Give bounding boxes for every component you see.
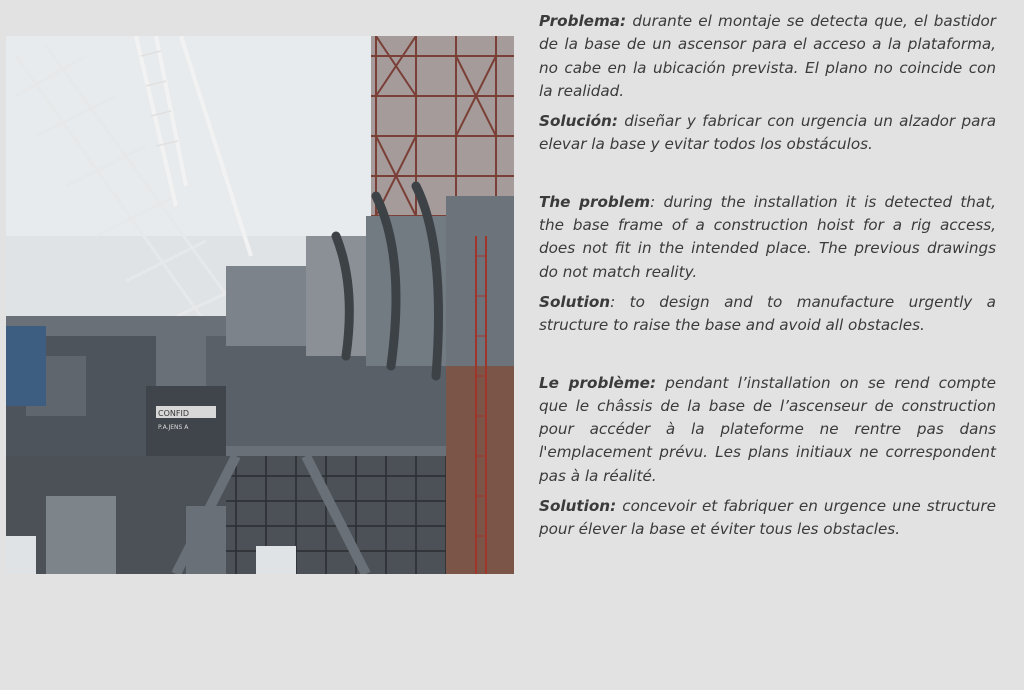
description-text: [539, 10, 996, 542]
spanish-problem: [539, 10, 996, 103]
spanish-problem-text: durante el montaje se detecta que, el bastidor de la base de un ascensor para el acceso a la plataforma, no cabe en la ubicación prevista. El plano no coincide con la realidad.: [539, 12, 996, 100]
spanish-solution: [539, 110, 996, 157]
painted-label-line2: P.A.JENS A: [158, 424, 189, 431]
spanish-solution-label: Solución:: [539, 112, 618, 131]
french-solution-text: concevoir et fabriquer en urgence une structure pour élever la base et éviter tous les obstacles.: [539, 497, 996, 539]
spanish-problem-label: Problema:: [539, 12, 627, 30]
french-solution-label: Solution:: [539, 497, 617, 516]
english-solution: [539, 291, 996, 338]
french-problem-text: pendant l’installation on se rend compte que le châssis de la base de l’ascenseur de construction pour accéder à la plateforme ne rentre pas dans l'emplacement prévu. Les plans initiaux ne correspondent pas à la réalité.: [539, 373, 996, 485]
french-solution: [539, 495, 996, 542]
english-problem-label: The problem: [539, 192, 651, 211]
painted-label-line1: CONFID: [158, 409, 189, 418]
english-problem-text: : during the installation it is detected that, the base frame of a construction hoist for a rig access, does not fit in the intended place. The previous drawings do not match reality.: [539, 192, 996, 281]
french-problem: [539, 372, 996, 488]
french-problem-label: Le problème:: [539, 373, 657, 392]
english-problem: [539, 191, 996, 284]
offshore-rig-photo: [6, 36, 514, 574]
english-solution-label: Solution: [539, 292, 611, 311]
rig-illustration: [6, 36, 514, 574]
spanish-solution-text: diseñar y fabricar con urgencia un alzador para elevar la base y evitar todos los obstáculos.: [539, 112, 996, 154]
english-solution-text: : to design and to manufacture urgently a structure to raise the base and avoid all obstacles.: [539, 292, 996, 335]
